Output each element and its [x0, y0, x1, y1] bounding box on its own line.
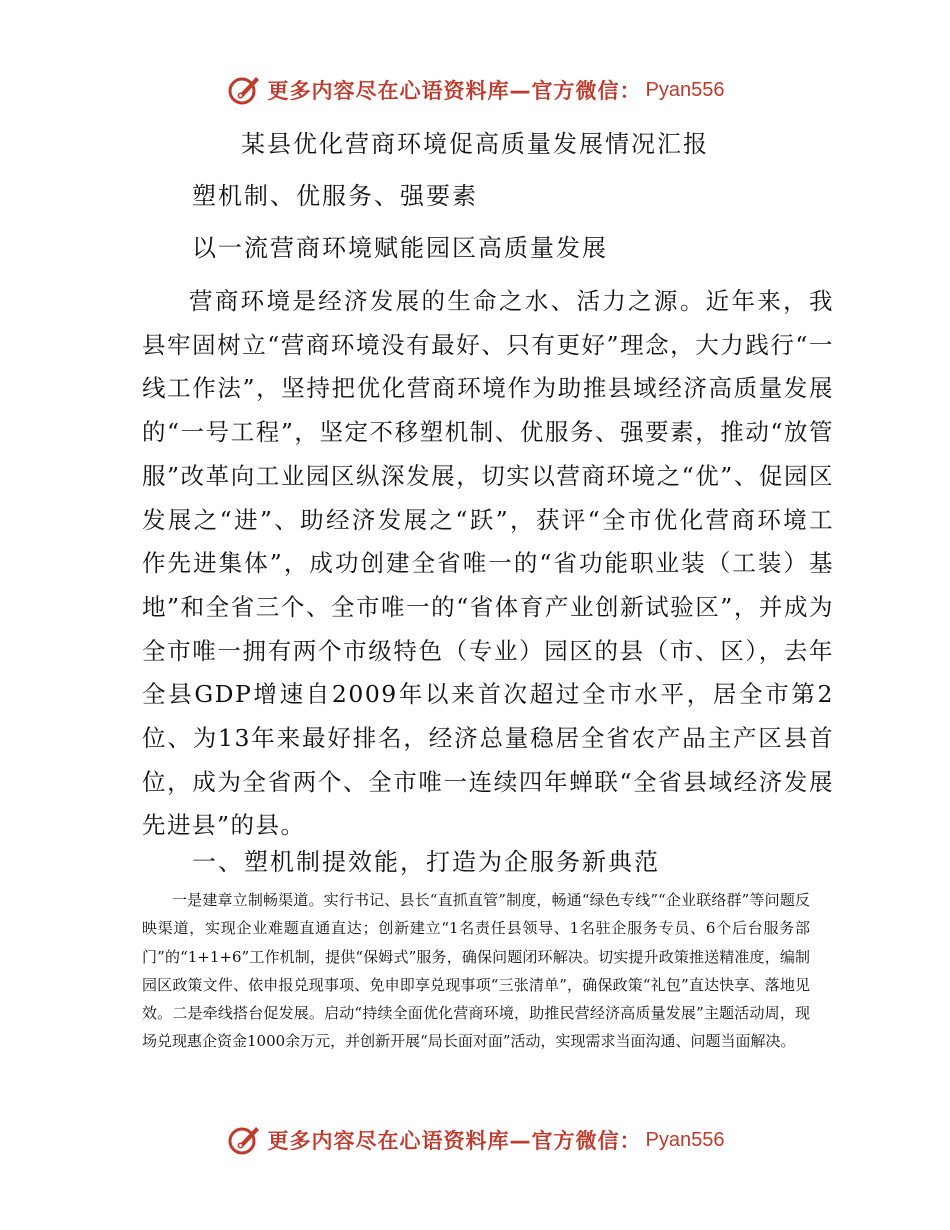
pen-nib-logo-icon	[226, 1122, 262, 1158]
banner-account: Pyan556	[645, 1128, 725, 1151]
banner-account: Pyan556	[645, 78, 725, 101]
footer-banner	[0, 1120, 950, 1160]
section-1-body: 一是建章立制畅渠道。实行书记、县长“直抓直管”制度，畅通“绿色专线”“企业联络群”等问题反映渠道，实现企业难题直通直达；创新建立“1名责任县领导、1名驻企服务专员、6个后台服务部门”的“1+1+6”工作机制，提供“保姆式”服务，确保问题闭环解决。切实提升政策推送精准度，编制园区政策文件、依申报兑现事项、免申即享兑现事项“三张清单”，确保政策“礼包”直达快享、落地见效。二是牵线搭台促发展。启动“持续全面优化营商环境，助推民营经济高质量发展”主题活动周，现场兑现惠企资金1000余万元，并创新开展“局长面对面”活动，实现需求当面沟通、问题当面解决。	[142, 891, 810, 1051]
banner-text: 更多内容尽在心语资料库—官方微信：	[267, 79, 642, 103]
subtitle-2: 以一流营商环境赋能园区高质量发展	[192, 234, 608, 262]
document-title: 某县优化营商环境促高质量发展情况汇报	[241, 130, 709, 158]
header-banner	[0, 70, 950, 110]
pen-nib-logo-icon	[226, 72, 262, 108]
subtitle-1: 塑机制、优服务、强要素	[192, 182, 478, 210]
intro-paragraph: 营商环境是经济发展的生命之水、活力之源。近年来，我县牢固树立“营商环境没有最好、只有更好”理念，大力践行“一线工作法”，坚持把优化营商环境作为助推县域经济高质量发展的“一号工程”，坚定不移塑机制、优服务、强要素，推动“放管服”改革向工业园区纵深发展，切实以营商环境之“优”、促园区发展之“进”、助经济发展之“跃”，获评“全市优化营商环境工作先进集体”，成功创建全省唯一的“省功能职业装（工装）基地”和全省三个、全市唯一的“省体育产业创新试验区”，并成为全市唯一拥有两个市级特色（专业）园区的县（市、区），去年全县GDP增速自2009年以来首次超过全市水平，居全市第2位、为13年来最好排名，经济总量稳居全省农产品主产区县首位，成为全省两个、全市唯一连续四年蝉联“全省县域经济发展先进县”的县。	[142, 287, 834, 840]
banner-text: 更多内容尽在心语资料库—官方微信：	[267, 1129, 642, 1153]
section-1-heading: 一、塑机制提效能，打造为企服务新典范	[192, 848, 660, 876]
